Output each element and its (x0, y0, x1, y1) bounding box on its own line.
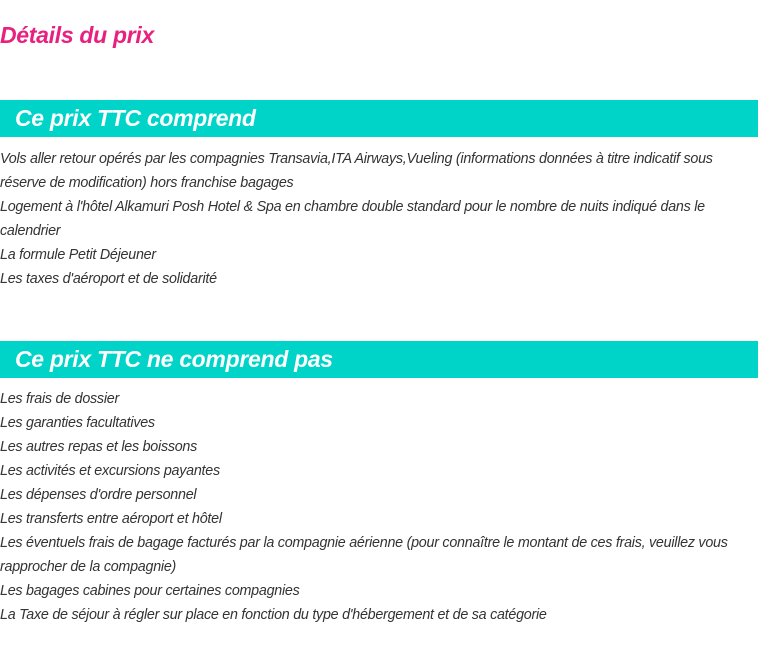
includes-item: Les taxes d'aéroport et de solidarité (0, 271, 217, 287)
excludes-heading: Ce prix TTC ne comprend pas (15, 346, 333, 372)
excludes-item: Les bagages cabines pour certaines compagnies (0, 583, 300, 599)
excludes-item: Les dépenses d'ordre personnel (0, 487, 197, 503)
excludes-item: Les transferts entre aéroport et hôtel (0, 511, 222, 527)
excludes-item: Les éventuels frais de bagage facturés par la compagnie aérienne (pour connaître le montant de ces frais, veuillez vous rapprocher de la compagnie) (0, 535, 728, 575)
includes-item: La formule Petit Déjeuner (0, 247, 156, 263)
excludes-section-header (0, 341, 758, 378)
includes-list (0, 147, 750, 291)
includes-item: Logement à l'hôtel Alkamuri Posh Hotel & Spa en chambre double standard pour le nombre de nuits indiqué dans le calendrier (0, 199, 705, 239)
includes-section-header (0, 100, 758, 137)
includes-item: Vols aller retour opérés par les compagnies Transavia,ITA Airways,Vueling (informations données à titre indicatif sous réserve de modification) hors franchise bagages (0, 151, 713, 191)
excludes-item: Les autres repas et les boissons (0, 439, 198, 455)
excludes-item: Les frais de dossier (0, 391, 119, 407)
excludes-item: Les activités et excursions payantes (0, 463, 220, 479)
page-title: Détails du prix (0, 22, 154, 48)
excludes-item: Les garanties facultatives (0, 415, 155, 431)
excludes-item: La Taxe de séjour à régler sur place en fonction du type d'hébergement et de sa catégorie (0, 607, 547, 623)
excludes-list (0, 387, 750, 627)
includes-heading: Ce prix TTC comprend (15, 105, 256, 131)
